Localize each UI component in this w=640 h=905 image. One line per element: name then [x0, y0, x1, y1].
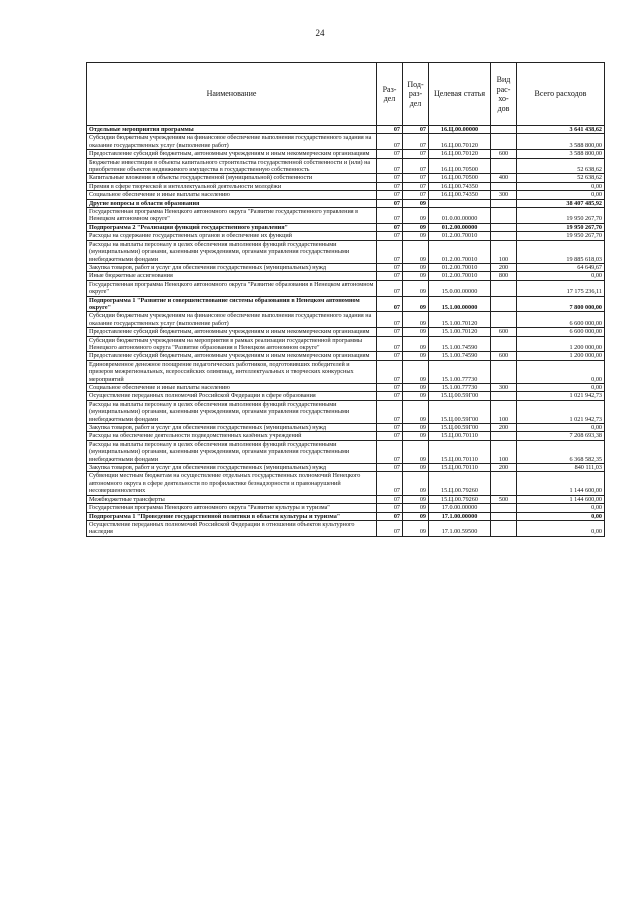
- row-podrazdel: 09: [403, 504, 429, 512]
- row-target-article: 15.Ц.00.59Г00: [429, 424, 491, 432]
- row-name: Государственная программа Ненецкого автономного округа "Развитие культуры и туризма": [87, 504, 377, 512]
- row-expense-type: [491, 280, 517, 296]
- row-name: Государственная программа Ненецкого автономного округа "Развитие образования в Ненецком автономном округе": [87, 280, 377, 296]
- row-total: 0,00: [517, 520, 605, 536]
- row-expense-type: [491, 312, 517, 328]
- budget-table: [86, 62, 605, 537]
- table-row: [87, 464, 605, 472]
- header-target-article: Целевая статья: [429, 63, 491, 126]
- row-podrazdel: 09: [403, 400, 429, 423]
- row-target-article: 15.1.00.74590: [429, 336, 491, 352]
- row-target-article: 15.1.00.77730: [429, 384, 491, 392]
- row-name: Осуществление переданных полномочий Российской Федерации в сфере образования: [87, 392, 377, 400]
- table-row: [87, 232, 605, 240]
- row-total: 1 144 600,00: [517, 495, 605, 503]
- table-row: [87, 472, 605, 495]
- row-total: 0,00: [517, 512, 605, 520]
- row-podrazdel: 07: [403, 150, 429, 158]
- row-razdel: 07: [377, 440, 403, 463]
- row-podrazdel: 09: [403, 432, 429, 440]
- row-podrazdel: 09: [403, 280, 429, 296]
- row-expense-type: [491, 520, 517, 536]
- row-podrazdel: 09: [403, 263, 429, 271]
- row-total: 1 021 942,73: [517, 400, 605, 423]
- row-total: 3 588 800,00: [517, 134, 605, 150]
- row-podrazdel: 09: [403, 472, 429, 495]
- row-total: 0,00: [517, 360, 605, 383]
- row-total: 6 368 582,35: [517, 440, 605, 463]
- row-total: 6 600 000,00: [517, 328, 605, 336]
- row-razdel: 07: [377, 240, 403, 263]
- row-total: 6 600 000,00: [517, 312, 605, 328]
- table-row: [87, 495, 605, 503]
- row-podrazdel: 07: [403, 134, 429, 150]
- table-row: [87, 328, 605, 336]
- row-razdel: 07: [377, 134, 403, 150]
- row-podrazdel: 09: [403, 240, 429, 263]
- row-podrazdel: 09: [403, 208, 429, 224]
- row-razdel: 07: [377, 504, 403, 512]
- table-row: [87, 208, 605, 224]
- row-razdel: 07: [377, 263, 403, 271]
- row-razdel: 07: [377, 182, 403, 190]
- row-name: Социальное обеспечение и иные выплаты населению: [87, 384, 377, 392]
- row-expense-type: 600: [491, 352, 517, 360]
- row-expense-type: [491, 134, 517, 150]
- row-name: Предоставление субсидий бюджетным, автономным учреждениям и иным некоммерческим организациям: [87, 150, 377, 158]
- row-total: 52 638,62: [517, 174, 605, 182]
- row-razdel: 07: [377, 384, 403, 392]
- row-total: 1 200 000,00: [517, 336, 605, 352]
- row-podrazdel: 09: [403, 336, 429, 352]
- row-podrazdel: 09: [403, 424, 429, 432]
- row-expense-type: [491, 392, 517, 400]
- row-name: Субсидии бюджетным учреждениям на мероприятия в рамках реализации государственной программы Ненецкого автономного округа "Развитие образования в Ненецком автономном округе": [87, 336, 377, 352]
- row-podrazdel: 09: [403, 495, 429, 503]
- row-name: Другие вопросы в области образования: [87, 199, 377, 207]
- row-expense-type: 400: [491, 174, 517, 182]
- table-row: [87, 352, 605, 360]
- row-target-article: 15.Ц.00.70110: [429, 440, 491, 463]
- row-podrazdel: 09: [403, 223, 429, 231]
- row-razdel: 07: [377, 126, 403, 134]
- row-expense-type: 600: [491, 150, 517, 158]
- row-podrazdel: 09: [403, 296, 429, 312]
- row-podrazdel: 07: [403, 174, 429, 182]
- row-total: 0,00: [517, 272, 605, 280]
- row-razdel: 07: [377, 512, 403, 520]
- row-expense-type: 200: [491, 424, 517, 432]
- row-podrazdel: 09: [403, 232, 429, 240]
- row-target-article: 15.0.00.00000: [429, 280, 491, 296]
- row-target-article: 16.Ц.00.00000: [429, 126, 491, 134]
- row-name: Расходы на содержание государственных органов и обеспечение их функций: [87, 232, 377, 240]
- row-total: 0,00: [517, 504, 605, 512]
- row-total: 840 111,03: [517, 464, 605, 472]
- row-podrazdel: 09: [403, 352, 429, 360]
- row-razdel: 07: [377, 392, 403, 400]
- table-row: [87, 440, 605, 463]
- row-target-article: 17.1.00.59500: [429, 520, 491, 536]
- row-expense-type: [491, 199, 517, 207]
- row-name: Расходы на обеспечение деятельности подведомственных казённых учреждений: [87, 432, 377, 440]
- row-name: Расходы на выплаты персоналу в целях обеспечения выполнения функций государственными (муниципальными) органами, казенными учреждениями, органами управления государственными внебюджетными фондами: [87, 240, 377, 263]
- row-target-article: 15.1.00.74590: [429, 352, 491, 360]
- table-row: [87, 191, 605, 199]
- row-podrazdel: 09: [403, 199, 429, 207]
- row-total: 0,00: [517, 191, 605, 199]
- header-razdel: Раз-дел: [377, 63, 403, 126]
- row-name: Предоставление субсидий бюджетным, автономным учреждениям и иным некоммерческим организациям: [87, 352, 377, 360]
- table-row: [87, 312, 605, 328]
- table-row: [87, 240, 605, 263]
- row-razdel: 07: [377, 432, 403, 440]
- row-razdel: 07: [377, 232, 403, 240]
- row-total: 64 649,67: [517, 263, 605, 271]
- row-total: 19 885 618,03: [517, 240, 605, 263]
- row-expense-type: 200: [491, 263, 517, 271]
- row-total: 52 638,62: [517, 158, 605, 174]
- row-razdel: 07: [377, 280, 403, 296]
- row-razdel: 07: [377, 400, 403, 423]
- page-number: 24: [315, 28, 325, 38]
- row-expense-type: [491, 208, 517, 224]
- row-razdel: 07: [377, 336, 403, 352]
- row-total: 1 144 600,00: [517, 472, 605, 495]
- row-expense-type: 100: [491, 440, 517, 463]
- row-total: 1 021 942,73: [517, 392, 605, 400]
- row-name: Субсидии бюджетным учреждениям на финансовое обеспечение выполнения государственного задания на оказание государственных услуг (выполнение работ): [87, 134, 377, 150]
- row-razdel: 07: [377, 424, 403, 432]
- table-row: [87, 126, 605, 134]
- table-row: [87, 336, 605, 352]
- row-target-article: [429, 199, 491, 207]
- row-podrazdel: 09: [403, 464, 429, 472]
- row-expense-type: [491, 296, 517, 312]
- row-name: Бюджетные инвестиции в объекты капитального строительства государственной собственности и (или) на приобретение объектов недвижимого имущества в государственную собственность: [87, 158, 377, 174]
- table-row: [87, 272, 605, 280]
- row-podrazdel: 07: [403, 191, 429, 199]
- row-expense-type: 200: [491, 464, 517, 472]
- row-total: 19 950 267,70: [517, 208, 605, 224]
- row-podrazdel: 09: [403, 512, 429, 520]
- row-target-article: 01.2.00.70010: [429, 263, 491, 271]
- row-total: 3 588 800,00: [517, 150, 605, 158]
- row-razdel: 07: [377, 223, 403, 231]
- table-row: [87, 223, 605, 231]
- table-body: [87, 126, 605, 537]
- row-expense-type: [491, 158, 517, 174]
- row-name: Отдельные мероприятия программы: [87, 126, 377, 134]
- row-podrazdel: 09: [403, 384, 429, 392]
- table-row: [87, 174, 605, 182]
- row-podrazdel: 07: [403, 126, 429, 134]
- row-name: Единовременное денежное поощрение педагогических работников, подготовивших победителей и призеров межрегиональных, всероссийских олимпиад, интеллектуальных и творческих конкурсных мероприятий: [87, 360, 377, 383]
- row-target-article: 15.Ц.00.59Г00: [429, 392, 491, 400]
- row-target-article: 15.Ц.00.79260: [429, 472, 491, 495]
- row-total: 38 407 485,92: [517, 199, 605, 207]
- row-razdel: 07: [377, 520, 403, 536]
- table-row: [87, 182, 605, 190]
- row-expense-type: [491, 360, 517, 383]
- row-name: Осуществление переданных полномочий Российской Федерации в отношении объектов культурного наследия: [87, 520, 377, 536]
- table-row: [87, 199, 605, 207]
- row-name: Подпрограмма 2 "Реализация функций государственного управления": [87, 223, 377, 231]
- row-name: Субвенции местным бюджетам на осуществление отдельных государственных полномочий Ненецкого автономного округа в сфере деятельности по профилактике безнадзорности и правонарушений несовершеннолетних: [87, 472, 377, 495]
- row-name: Социальное обеспечение и иные выплаты населению: [87, 191, 377, 199]
- table-row: [87, 158, 605, 174]
- row-podrazdel: 09: [403, 272, 429, 280]
- row-name: Премия в сфере творческой и интеллектуальной деятельности молодёжи: [87, 182, 377, 190]
- row-target-article: 15.Ц.00.70110: [429, 432, 491, 440]
- row-podrazdel: 07: [403, 182, 429, 190]
- row-name: Закупка товаров, работ и услуг для обеспечения государственных (муниципальных) нужд: [87, 424, 377, 432]
- row-target-article: 16.Ц.00.70500: [429, 158, 491, 174]
- row-name: Подпрограмма 1 "Проведение государственной политики в области культуры и туризма": [87, 512, 377, 520]
- row-name: Капитальные вложения в объекты государственной (муниципальной) собственности: [87, 174, 377, 182]
- row-podrazdel: 09: [403, 520, 429, 536]
- row-total: 7 800 000,00: [517, 296, 605, 312]
- row-podrazdel: 07: [403, 158, 429, 174]
- row-razdel: 07: [377, 472, 403, 495]
- row-podrazdel: 09: [403, 440, 429, 463]
- row-razdel: 07: [377, 328, 403, 336]
- row-razdel: 07: [377, 150, 403, 158]
- row-razdel: 07: [377, 296, 403, 312]
- row-razdel: 07: [377, 312, 403, 328]
- row-target-article: 16.Ц.00.70120: [429, 150, 491, 158]
- table-row: [87, 504, 605, 512]
- row-total: 17 175 236,11: [517, 280, 605, 296]
- row-target-article: 01.0.00.00000: [429, 208, 491, 224]
- header-total: Всего расходов: [517, 63, 605, 126]
- row-name: Межбюджетные трансферты: [87, 495, 377, 503]
- row-razdel: 07: [377, 208, 403, 224]
- row-target-article: 15.Ц.00.79260: [429, 495, 491, 503]
- row-expense-type: [491, 336, 517, 352]
- row-total: 0,00: [517, 182, 605, 190]
- row-expense-type: 800: [491, 272, 517, 280]
- row-target-article: 16.Ц.00.70500: [429, 174, 491, 182]
- row-name: Предоставление субсидий бюджетным, автономным учреждениям и иным некоммерческим организациям: [87, 328, 377, 336]
- row-razdel: 07: [377, 158, 403, 174]
- row-name: Закупка товаров, работ и услуг для обеспечения государственных (муниципальных) нужд: [87, 263, 377, 271]
- table-row: [87, 263, 605, 271]
- row-target-article: 15.1.00.70120: [429, 328, 491, 336]
- table-row: [87, 520, 605, 536]
- row-expense-type: 600: [491, 328, 517, 336]
- row-razdel: 07: [377, 495, 403, 503]
- row-razdel: 07: [377, 360, 403, 383]
- row-target-article: 17.0.00.00000: [429, 504, 491, 512]
- row-expense-type: 100: [491, 240, 517, 263]
- row-expense-type: [491, 223, 517, 231]
- row-name: Подпрограмма 1 "Развитие и совершенствование системы образования в Ненецком автономном округе": [87, 296, 377, 312]
- table-row: [87, 134, 605, 150]
- row-expense-type: 300: [491, 191, 517, 199]
- row-podrazdel: 09: [403, 312, 429, 328]
- row-target-article: 16.Ц.00.74350: [429, 191, 491, 199]
- row-target-article: 01.2.00.70010: [429, 272, 491, 280]
- row-expense-type: 100: [491, 400, 517, 423]
- row-razdel: 07: [377, 272, 403, 280]
- row-total: 1 200 000,00: [517, 352, 605, 360]
- row-name: Расходы на выплаты персоналу в целях обеспечения выполнения функций государственными (муниципальными) органами, казенными учреждениями, органами управления государственными внебюджетными фондами: [87, 440, 377, 463]
- row-expense-type: [491, 432, 517, 440]
- row-razdel: 07: [377, 191, 403, 199]
- row-razdel: 07: [377, 174, 403, 182]
- row-podrazdel: 09: [403, 360, 429, 383]
- row-target-article: 17.1.00.00000: [429, 512, 491, 520]
- table-row: [87, 150, 605, 158]
- row-name: Субсидии бюджетным учреждениям на финансовое обеспечение выполнения государственного задания на оказание государственных услуг (выполнение работ): [87, 312, 377, 328]
- row-target-article: 16.Ц.00.70120: [429, 134, 491, 150]
- row-total: 0,00: [517, 384, 605, 392]
- table-row: [87, 360, 605, 383]
- row-total: 19 950 267,70: [517, 223, 605, 231]
- table-header-row: [87, 63, 605, 126]
- header-podrazdel: Под-раз-дел: [403, 63, 429, 126]
- row-expense-type: [491, 126, 517, 134]
- row-total: 19 950 267,70: [517, 232, 605, 240]
- row-expense-type: 500: [491, 495, 517, 503]
- row-total: 3 641 438,62: [517, 126, 605, 134]
- row-expense-type: 300: [491, 384, 517, 392]
- row-name: Расходы на выплаты персоналу в целях обеспечения выполнения функций государственными (муниципальными) органами, казенными учреждениями, органами управления государственными внебюджетными фондами: [87, 400, 377, 423]
- table-row: [87, 432, 605, 440]
- row-target-article: 15.1.00.77730: [429, 360, 491, 383]
- row-razdel: 07: [377, 199, 403, 207]
- row-target-article: 16.Ц.00.74350: [429, 182, 491, 190]
- row-total: 0,00: [517, 424, 605, 432]
- table-row: [87, 384, 605, 392]
- table-row: [87, 512, 605, 520]
- row-podrazdel: 09: [403, 392, 429, 400]
- row-name: Иные бюджетные ассигнования: [87, 272, 377, 280]
- header-expense-type: Вид рас-хо-дов: [491, 63, 517, 126]
- row-target-article: 15.Ц.00.59Г00: [429, 400, 491, 423]
- table-row: [87, 392, 605, 400]
- row-target-article: 15.Ц.00.70110: [429, 464, 491, 472]
- row-expense-type: [491, 182, 517, 190]
- table-row: [87, 400, 605, 423]
- row-target-article: 15.1.00.00000: [429, 296, 491, 312]
- row-expense-type: [491, 504, 517, 512]
- row-target-article: 15.1.00.70120: [429, 312, 491, 328]
- table-row: [87, 296, 605, 312]
- row-name: Государственная программа Ненецкого автономного округа "Развитие государственного управления в Ненецком автономном округе": [87, 208, 377, 224]
- table-row: [87, 424, 605, 432]
- table-row: [87, 280, 605, 296]
- header-name: Наименование: [87, 63, 377, 126]
- row-target-article: 01.2.00.70010: [429, 240, 491, 263]
- row-total: 7 208 693,38: [517, 432, 605, 440]
- row-target-article: 01.2.00.70010: [429, 232, 491, 240]
- row-podrazdel: 09: [403, 328, 429, 336]
- row-expense-type: [491, 232, 517, 240]
- row-expense-type: [491, 472, 517, 495]
- row-razdel: 07: [377, 352, 403, 360]
- row-name: Закупка товаров, работ и услуг для обеспечения государственных (муниципальных) нужд: [87, 464, 377, 472]
- row-expense-type: [491, 512, 517, 520]
- row-razdel: 07: [377, 464, 403, 472]
- row-target-article: 01.2.00.00000: [429, 223, 491, 231]
